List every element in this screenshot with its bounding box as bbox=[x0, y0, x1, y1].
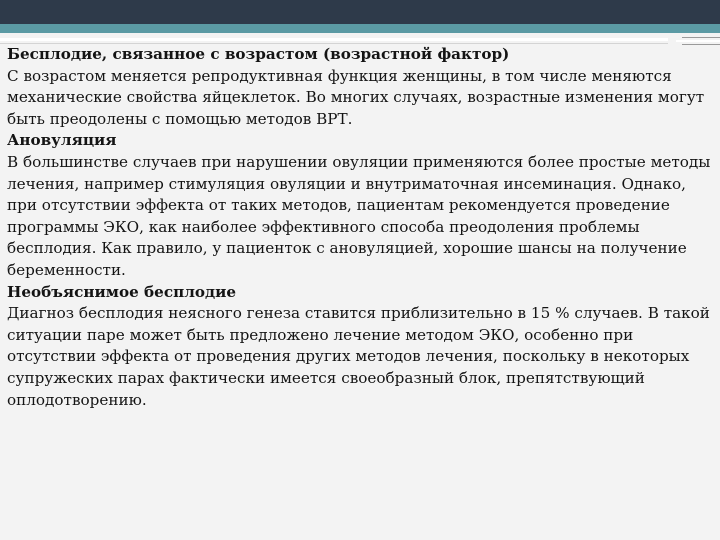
header-dark-band bbox=[0, 0, 720, 24]
paragraph-age-factor: С возрастом меняется репродуктивная функция женщины, в том числе меняются механические свойства яйцеклеток. Во многих случаях, возрастные изменения могут быть преодолены с помощью методов ВРТ. bbox=[7, 66, 705, 128]
heading-age-factor: Бесплодие, связанное с возрастом (возрастной фактор) bbox=[7, 45, 510, 63]
slide-content bbox=[7, 44, 715, 411]
header-accent-band bbox=[0, 24, 720, 33]
heading-anovulation: Ановуляция bbox=[7, 131, 117, 150]
paragraph-unexplained-infertility: Диагноз бесплодия неясного генеза ставится приблизительно в 15 % случаев. В такой ситуации паре может быть предложено лечение методом ЭКО, особенно при отсутствии эффекта от проведения других методов лечения, поскольку в некоторых супружеских парах фактически имеется своеобразный блок, препятствующий оплодотворению. bbox=[7, 304, 710, 409]
header-rule bbox=[0, 38, 668, 41]
heading-unexplained-infertility: Необъяснимое бесплодие bbox=[7, 282, 237, 301]
paragraph-anovulation: В большинстве случаев при нарушении овуляции применяются более простые методы лечения, например стимуляция овуляции и внутриматочная инсеминация. Однако, при отсутствии эффекта от таких методов, пациентам рекомендуется проведение программы ЭКО, как наиболее эффективного способа преодоления проблемы бесплодия. Как правило, у пациенток с ановуляцией, хорошие шансы на получение беременности. bbox=[7, 152, 711, 279]
